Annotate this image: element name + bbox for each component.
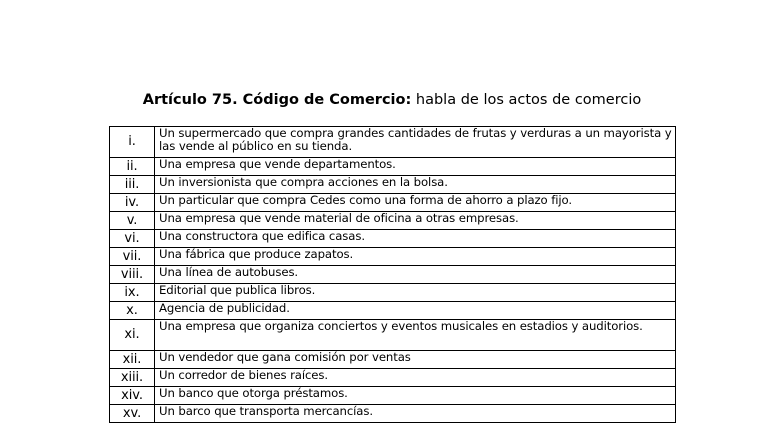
title-description: habla de los actos de comercio xyxy=(411,92,642,108)
page-title xyxy=(0,92,784,108)
table-row xyxy=(110,320,676,351)
row-text: Un inversionista que compra acciones en la bolsa. xyxy=(155,176,676,194)
table-row xyxy=(110,405,676,423)
row-text: Una empresa que organiza conciertos y eventos musicales en estadios y auditorios. xyxy=(155,320,676,351)
row-number: xi. xyxy=(110,320,155,351)
row-text: Agencia de publicidad. xyxy=(155,302,676,320)
table-row xyxy=(110,351,676,369)
table-row xyxy=(110,284,676,302)
row-text: Editorial que publica libros. xyxy=(155,284,676,302)
table-row xyxy=(110,230,676,248)
row-number: xii. xyxy=(110,351,155,369)
row-text: Un particular que compra Cedes como una forma de ahorro a plazo fijo. xyxy=(155,194,676,212)
acts-table xyxy=(109,126,676,423)
row-text: Una empresa que vende departamentos. xyxy=(155,158,676,176)
row-text: Una línea de autobuses. xyxy=(155,266,676,284)
row-number: xiv. xyxy=(110,387,155,405)
table-row xyxy=(110,266,676,284)
row-number: viii. xyxy=(110,266,155,284)
table-row xyxy=(110,212,676,230)
row-number: iv. xyxy=(110,194,155,212)
row-number: xv. xyxy=(110,405,155,423)
row-text: Una constructora que edifica casas. xyxy=(155,230,676,248)
row-number: iii. xyxy=(110,176,155,194)
row-number: ii. xyxy=(110,158,155,176)
row-number: xiii. xyxy=(110,369,155,387)
row-text: Un vendedor que gana comisión por ventas xyxy=(155,351,676,369)
table-row xyxy=(110,127,676,158)
row-number: vi. xyxy=(110,230,155,248)
row-number: v. xyxy=(110,212,155,230)
table-row xyxy=(110,158,676,176)
row-number: vii. xyxy=(110,248,155,266)
table-row xyxy=(110,369,676,387)
table-row xyxy=(110,176,676,194)
table-row xyxy=(110,302,676,320)
row-number: i. xyxy=(110,127,155,158)
row-text: Un corredor de bienes raíces. xyxy=(155,369,676,387)
row-text: Una empresa que vende material de oficina a otras empresas. xyxy=(155,212,676,230)
row-number: ix. xyxy=(110,284,155,302)
row-text: Un banco que otorga préstamos. xyxy=(155,387,676,405)
table-row xyxy=(110,194,676,212)
table-row xyxy=(110,387,676,405)
table-row xyxy=(110,248,676,266)
row-number: x. xyxy=(110,302,155,320)
row-text: Una fábrica que produce zapatos. xyxy=(155,248,676,266)
title-article: Artículo 75. Código de Comercio: xyxy=(142,92,412,108)
row-text: Un supermercado que compra grandes cantidades de frutas y verduras a un mayorista y las vende al público en su tienda. xyxy=(155,127,676,158)
row-text: Un barco que transporta mercancías. xyxy=(155,405,676,423)
